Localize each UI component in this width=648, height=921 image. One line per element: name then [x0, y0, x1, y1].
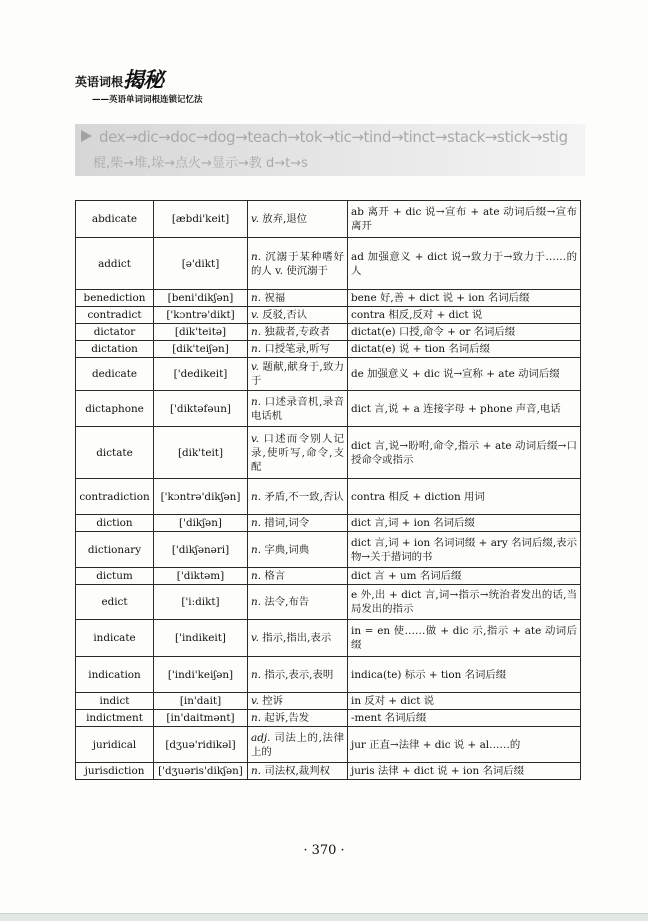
part-of-speech: v. — [251, 361, 259, 373]
entry-word: dictionary — [76, 532, 154, 568]
meaning-text: 指示,表示,表明 — [264, 668, 334, 681]
entry-root-analysis: dict 言,说→盼咐,命令,指示 + ate 动词后缀→口授命令或指示 — [348, 427, 581, 479]
entry-root-analysis: dict 言 + um 名词后缀 — [348, 568, 581, 585]
entry-root-analysis: contra 相反,反对 + dict 说 — [348, 307, 581, 324]
table-row — [76, 515, 581, 532]
entry-word: dictation — [76, 341, 154, 358]
root-chain-line: dex→dic→doc→dog→teach→tok→tic→tind→tinct→stack→stick→stig — [99, 128, 568, 146]
meaning-text: 格言 — [264, 570, 286, 582]
entry-word: jurisdiction — [76, 763, 154, 780]
meaning-text: 反驳,否认 — [262, 309, 308, 321]
root-meaning-line: 棍,柴→堆,垛→点火→显示→教 d→t→s — [93, 156, 308, 171]
meaning-text: 字典,词典 — [264, 543, 310, 556]
part-of-speech: adj. — [251, 731, 271, 744]
entry-phonetic: ['indikeit] — [154, 620, 248, 657]
meaning-text: 放弃,退位 — [262, 213, 308, 225]
table-row — [76, 710, 581, 727]
meaning-text: 司法权,裁判权 — [264, 765, 330, 777]
meaning-text: 控诉 — [262, 695, 284, 707]
part-of-speech: v. — [251, 632, 259, 644]
entry-root-analysis: bene 好,善 + dict 说 + ion 名词后缀 — [348, 290, 581, 307]
meaning-text: 独裁者,专政者 — [264, 326, 330, 338]
entry-root-analysis: in 反对 + dict 说 — [348, 693, 581, 710]
entry-phonetic: [ə'dikt] — [154, 238, 248, 290]
entry-phonetic: [in'daitmənt] — [154, 710, 248, 727]
entry-phonetic: [in'dait] — [154, 693, 248, 710]
table-row — [76, 201, 581, 238]
table-row — [76, 763, 581, 780]
table-row — [76, 727, 581, 763]
part-of-speech: n. — [251, 570, 261, 582]
meaning-text: 矛盾,不一致,否认 — [264, 490, 344, 503]
entry-phonetic: ['diktəm] — [154, 568, 248, 585]
page-number: · 370 · — [303, 843, 345, 858]
entry-meaning — [248, 763, 348, 780]
meaning-text: 法令,布告 — [264, 596, 310, 608]
part-of-speech: n. — [251, 712, 261, 724]
part-of-speech: n. — [251, 517, 261, 529]
table-row — [76, 532, 581, 568]
entry-meaning — [248, 324, 348, 341]
part-of-speech: n. — [251, 292, 261, 304]
meaning-text: 司法上的,法律上的 — [251, 731, 344, 758]
entry-word: dictaphone — [76, 391, 154, 427]
meaning-text: 措词,词令 — [264, 517, 310, 529]
entry-root-analysis: dictat(e) 口授,命令 + or 名词后缀 — [348, 324, 581, 341]
part-of-speech: n. — [251, 395, 261, 408]
book-title-small: 英语词根 — [75, 75, 124, 89]
table-row — [76, 324, 581, 341]
entry-word: diction — [76, 515, 154, 532]
entry-meaning — [248, 358, 348, 391]
entry-word: addict — [76, 238, 154, 290]
entry-meaning — [248, 479, 348, 515]
part-of-speech: v. — [251, 695, 259, 707]
part-of-speech: n. — [251, 543, 261, 556]
entry-phonetic: ['i:dikt] — [154, 585, 248, 620]
entry-phonetic: ['kɔntrə'dikt] — [154, 307, 248, 324]
entry-phonetic: ['kɔntrə'dikʃən] — [154, 479, 248, 515]
entry-meaning — [248, 693, 348, 710]
entry-meaning — [248, 238, 348, 290]
entry-root-analysis: dict 言,词 + ion 名词词缀 + ary 名词后缀,表示物→关于措词的书 — [348, 532, 581, 568]
entry-phonetic: [æbdi'keit] — [154, 201, 248, 238]
entry-meaning — [248, 290, 348, 307]
entry-phonetic: ['dikʃən] — [154, 515, 248, 532]
meaning-text: 祝福 — [264, 292, 286, 304]
entry-meaning — [248, 391, 348, 427]
entry-word: dictate — [76, 427, 154, 479]
entry-meaning — [248, 201, 348, 238]
entry-meaning — [248, 427, 348, 479]
entry-root-analysis: indica(te) 标示 + tion 名词后缀 — [348, 657, 581, 693]
entry-root-analysis: de 加强意义 + dic 说→宣称 + ate 动词后缀 — [348, 358, 581, 391]
entry-root-analysis: ab 离开 + dic 说→宣布 + ate 动词后缀→宣布离开 — [348, 201, 581, 238]
entry-word: indictment — [76, 710, 154, 727]
table-row — [76, 238, 581, 290]
entry-phonetic: ['indi'keiʃən] — [154, 657, 248, 693]
entry-meaning — [248, 532, 348, 568]
meaning-text: 口述录音机,录音电话机 — [251, 395, 344, 422]
entry-word: dictator — [76, 324, 154, 341]
entry-word: dedicate — [76, 358, 154, 391]
meaning-text: 题献,献身于,致力于 — [251, 361, 344, 387]
part-of-speech: n. — [251, 765, 261, 777]
entry-phonetic: [beni'dikʃən] — [154, 290, 248, 307]
bottom-strip — [0, 913, 648, 921]
entry-meaning — [248, 710, 348, 727]
meaning-text: 口授笔录,听写 — [264, 343, 330, 355]
part-of-speech: v. — [251, 309, 259, 321]
entry-meaning — [248, 307, 348, 324]
table-row — [76, 341, 581, 358]
entry-root-analysis: -ment 名词后缀 — [348, 710, 581, 727]
entry-meaning — [248, 568, 348, 585]
book-title-big: 揭秘 — [123, 68, 164, 92]
entry-word: indication — [76, 657, 154, 693]
book-subtitle: ——英语单词词根连锁记忆法 — [92, 95, 203, 105]
entry-root-analysis: juris 法律 + dict 说 + ion 名词后缀 — [348, 763, 581, 780]
entry-word: indict — [76, 693, 154, 710]
meaning-text: 沉溺于某种嗜好的人 v. 使沉溺于 — [251, 250, 344, 277]
part-of-speech: n. — [251, 343, 261, 355]
entry-root-analysis: dictat(e) 说 + tion 名词后缀 — [348, 341, 581, 358]
entry-word: contradict — [76, 307, 154, 324]
root-chain-banner — [75, 124, 585, 176]
entry-word: edict — [76, 585, 154, 620]
entry-root-analysis: contra 相反 + diction 用词 — [348, 479, 581, 515]
entry-phonetic: ['dʒuəris'dikʃən] — [154, 763, 248, 780]
table-row — [76, 307, 581, 324]
entry-phonetic: ['dedikeit] — [154, 358, 248, 391]
table-row — [76, 585, 581, 620]
part-of-speech: n. — [251, 490, 261, 503]
entry-word: abdicate — [76, 201, 154, 238]
meaning-text: 指示,指出,表示 — [262, 632, 332, 644]
entry-word: contradiction — [76, 479, 154, 515]
part-of-speech: v. — [251, 213, 259, 225]
table-row — [76, 693, 581, 710]
entry-root-analysis: e 外,出 + dict 言,词→指示→统治者发出的话,当局发出的指示 — [348, 585, 581, 620]
entry-word: juridical — [76, 727, 154, 763]
entry-phonetic: [dik'teitə] — [154, 324, 248, 341]
entry-phonetic: ['dikʃənəri] — [154, 532, 248, 568]
entry-phonetic: ['diktəfəun] — [154, 391, 248, 427]
table-row — [76, 620, 581, 657]
entry-word: benediction — [76, 290, 154, 307]
table-row — [76, 479, 581, 515]
book-title — [75, 64, 163, 94]
vocabulary-table — [75, 200, 581, 780]
part-of-speech: n. — [251, 596, 261, 608]
entry-phonetic: [dik'teiʃən] — [154, 341, 248, 358]
entry-root-analysis: ad 加强意义 + dict 说→致力于→致力于……的人 — [348, 238, 581, 290]
table-row — [76, 657, 581, 693]
part-of-speech: n. — [251, 250, 261, 263]
table-row — [76, 290, 581, 307]
table-row — [76, 391, 581, 427]
entry-root-analysis: jur 正直→法律 + dic 说 + al……的 — [348, 727, 581, 763]
entry-root-analysis: in = en 使……做 + dic 示,指示 + ate 动词后缀 — [348, 620, 581, 657]
part-of-speech: v. — [251, 432, 259, 445]
entry-meaning — [248, 727, 348, 763]
meaning-text: 起诉,告发 — [264, 712, 310, 724]
table-row — [76, 358, 581, 391]
entry-meaning — [248, 515, 348, 532]
entry-word: dictum — [76, 568, 154, 585]
meaning-text: 口述而令别人记录,使听写,命令,支配 — [251, 432, 344, 473]
entry-phonetic: [dik'teit] — [154, 427, 248, 479]
entry-meaning — [248, 341, 348, 358]
entry-root-analysis: dict 言,词 + ion 名词后缀 — [348, 515, 581, 532]
entry-meaning — [248, 585, 348, 620]
entry-phonetic: [dʒuə'ridikəl] — [154, 727, 248, 763]
part-of-speech: n. — [251, 668, 261, 681]
entry-meaning — [248, 657, 348, 693]
table-row — [76, 568, 581, 585]
table-row — [76, 427, 581, 479]
triangle-arrow-icon — [81, 130, 92, 142]
entry-word: indicate — [76, 620, 154, 657]
entry-root-analysis: dict 言,说 + a 连接字母 + phone 声音,电话 — [348, 391, 581, 427]
entry-meaning — [248, 620, 348, 657]
part-of-speech: n. — [251, 326, 261, 338]
